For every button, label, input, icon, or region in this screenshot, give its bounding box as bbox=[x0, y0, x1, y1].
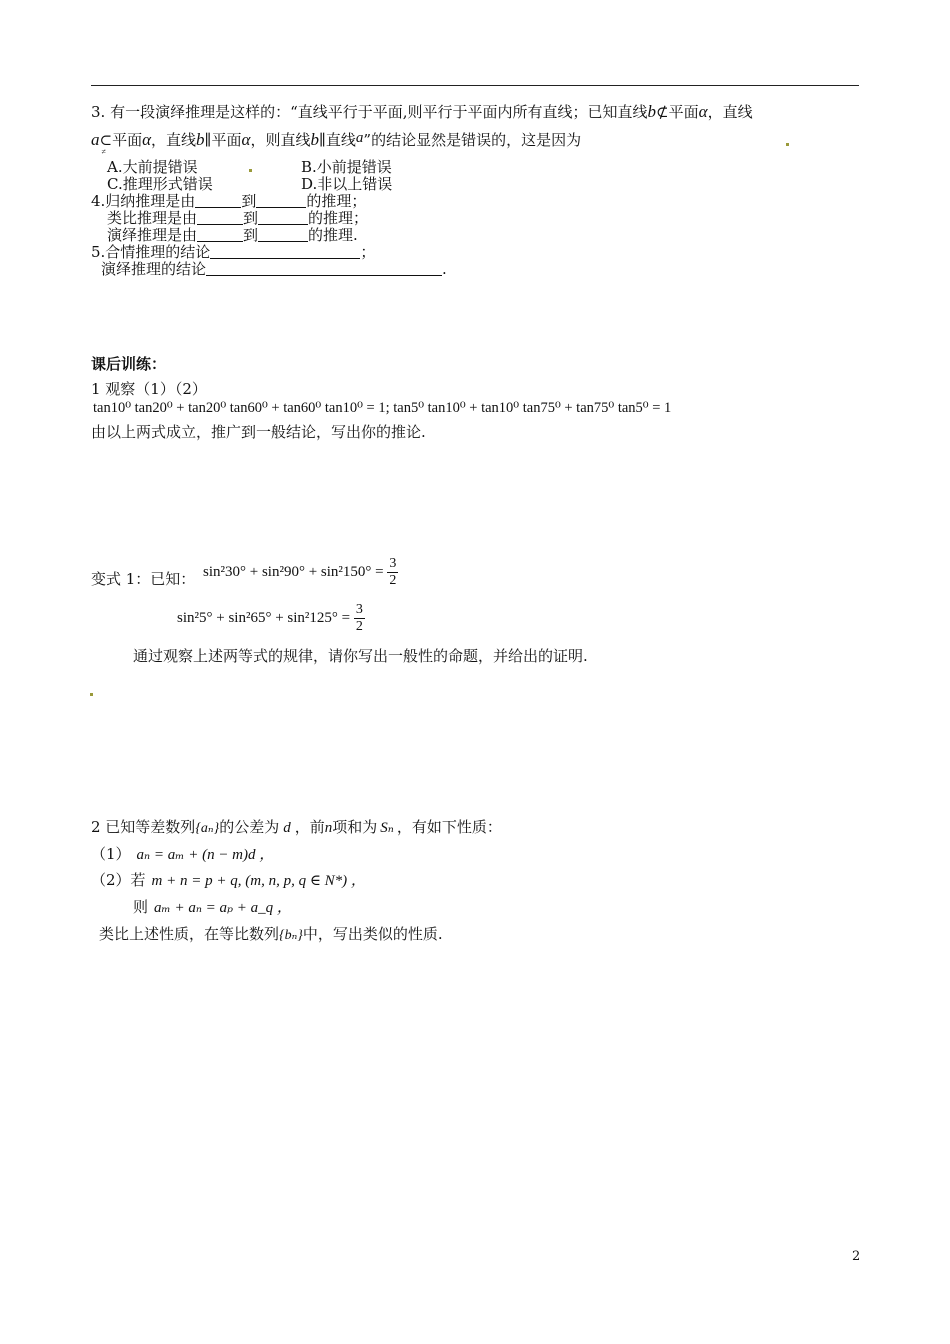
fill-blank[interactable] bbox=[256, 193, 306, 208]
p1-formula: tan10⁰ tan20⁰ + tan20⁰ tan60⁰ + tan60⁰ tan10⁰ = 1; tan5⁰ tan10⁰ + tan10⁰ tan75⁰ + tan75⁰ tan5⁰ = 1 bbox=[93, 400, 672, 416]
fill-blank[interactable] bbox=[206, 261, 442, 276]
fraction-three-halves: $\frac{3}{2}$ bbox=[389, 556, 397, 588]
fill-blank[interactable] bbox=[210, 244, 360, 259]
fill-blank[interactable] bbox=[197, 210, 243, 225]
q3-option-a: A.大前提错误 bbox=[107, 158, 198, 176]
fraction-three-halves: $\frac{3}{2}$ bbox=[355, 602, 363, 634]
header-rule bbox=[91, 85, 859, 86]
q3-line2: a⊂ ≠ 平面α，直线b∥平面α，则直线b∥直线a”的结论显然是错误的，这是因为 bbox=[91, 130, 582, 156]
stray-dot bbox=[249, 169, 252, 172]
p2-last: 类比上述性质，在等比数列{bₙ}中，写出类似的性质. bbox=[99, 925, 443, 943]
fill-blank[interactable] bbox=[258, 227, 308, 242]
p2-prop1: （1） aₙ = aₘ + (n − m)d ， bbox=[91, 845, 275, 863]
p2-prop2: （2）若 m + n = p + q, (m, n, p, q ∈ N*) ， bbox=[91, 871, 366, 889]
q4-line1: 4.归纳推理是由 到 的推理； bbox=[91, 192, 367, 210]
fill-blank[interactable] bbox=[258, 210, 308, 225]
fill-blank[interactable] bbox=[195, 193, 241, 208]
section-title: 课后训练： bbox=[91, 355, 167, 373]
q3-option-d: D.非以上错误 bbox=[301, 175, 393, 193]
page-number: 2 bbox=[852, 1249, 861, 1264]
q4-line2: 类比推理是由 到 的推理； bbox=[107, 209, 369, 227]
q3-line1: 3. 有一段演绎推理是这样的：“直线平行于平面,则平行于平面内所有直线；已知直线b⊄平面α，直线 bbox=[91, 102, 753, 121]
q5-line2: 演绎推理的结论 . bbox=[101, 260, 447, 278]
p2-prop2b: 则 aₘ + aₙ = aₚ + a_q ， bbox=[133, 898, 292, 916]
p1-text: 由以上两式成立，推广到一般结论，写出你的推论. bbox=[91, 423, 426, 441]
q5-line1: 5.合情推理的结论 ； bbox=[91, 243, 376, 261]
p1-label: 1 观察（1）（2） bbox=[91, 380, 207, 398]
stray-dot bbox=[90, 693, 93, 696]
v1-formula1: sin²30° + sin²90° + sin²150° = $\frac{3}{2}$ bbox=[203, 556, 397, 588]
q3-option-b: B.小前提错误 bbox=[301, 158, 392, 176]
fill-blank[interactable] bbox=[197, 227, 243, 242]
v1-formula2: sin²5° + sin²65° + sin²125° = $\frac{3}{2}$ bbox=[177, 602, 363, 634]
q4-line3: 演绎推理是由 到 的推理. bbox=[107, 226, 358, 244]
subset-neq-symbol: ⊂ ≠ bbox=[99, 133, 113, 156]
stray-dot bbox=[786, 143, 789, 146]
p2-line1: 2 已知等差数列{aₙ}的公差为 d ，前n项和为 Sₙ ，有如下性质： bbox=[91, 818, 502, 836]
v1-label: 变式 1：已知： bbox=[91, 570, 196, 588]
v1-text: 通过观察上述两等式的规律，请你写出一般性的命题，并给出的证明. bbox=[133, 647, 588, 665]
q3-option-c: C.推理形式错误 bbox=[107, 175, 213, 193]
